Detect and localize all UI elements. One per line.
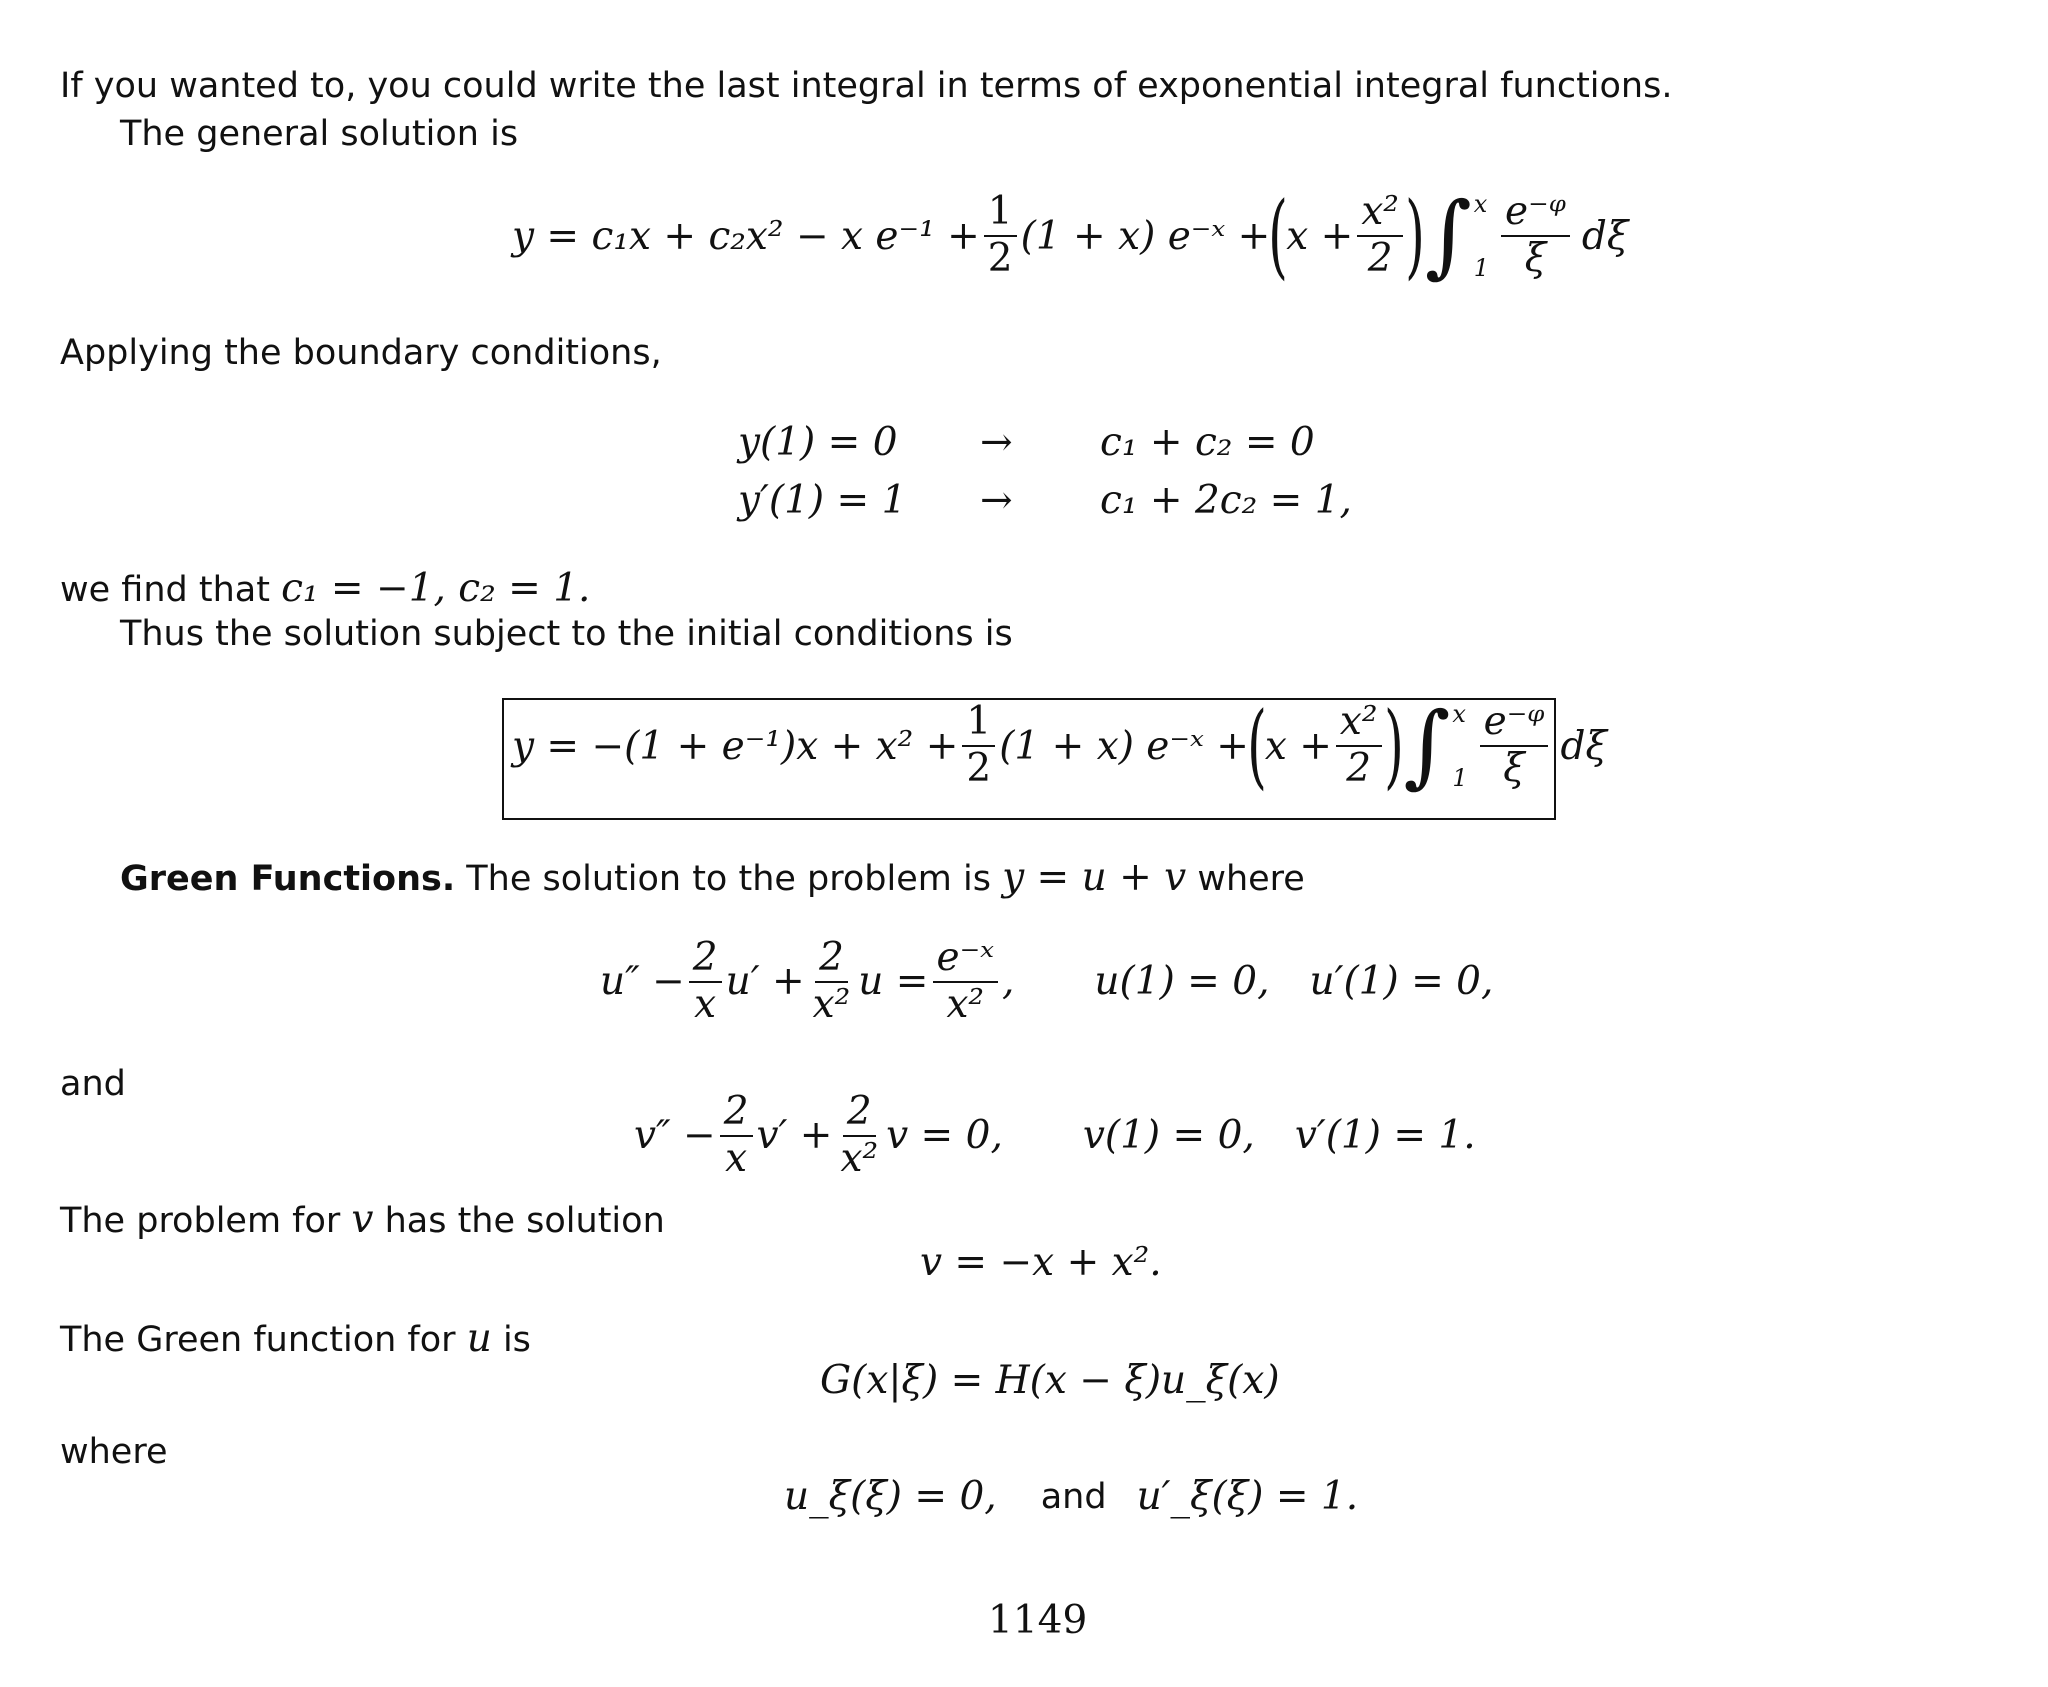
eq-v-part-c: v = 0, bbox=[886, 1113, 1003, 1159]
right-paren: ) bbox=[1405, 182, 1425, 289]
paragraph-boundary: Applying the boundary conditions, bbox=[60, 333, 662, 373]
fraction-one-half bbox=[984, 189, 1017, 281]
frac-num: 2 bbox=[815, 938, 848, 983]
eq-u-condition-1: u(1) = 0, bbox=[1094, 959, 1270, 1005]
integral-sign: ∫ bbox=[1424, 183, 1472, 288]
paragraph-green-u bbox=[60, 1316, 531, 1361]
u-xi-condition-2: u′_ξ(ξ) = 1. bbox=[1136, 1474, 1359, 1519]
v-solution-text-end: has the solution bbox=[373, 1201, 665, 1241]
fraction-2-over-x bbox=[720, 1089, 753, 1181]
integral-upper: x bbox=[1452, 700, 1466, 728]
constants-text: we find that bbox=[60, 570, 282, 610]
paragraph-general-solution: The general solution is bbox=[120, 114, 519, 154]
eq-u-condition-2: u′(1) = 0, bbox=[1309, 959, 1494, 1005]
fraction-one-half bbox=[962, 699, 995, 791]
paragraph-green-functions bbox=[120, 855, 1305, 900]
page-number: 1149 bbox=[988, 1598, 1088, 1643]
frac-den: ξ bbox=[1524, 236, 1547, 281]
v-variable: v bbox=[351, 1197, 374, 1242]
frac-den: x bbox=[694, 981, 717, 1027]
left-paren: ( bbox=[1268, 182, 1289, 289]
frac-den: ξ bbox=[1503, 746, 1525, 791]
eq-v-condition-2: v′(1) = 1. bbox=[1294, 1113, 1476, 1159]
equation-u-xi-conditions bbox=[784, 1474, 1358, 1519]
fraction-exp-over-x2 bbox=[933, 935, 999, 1027]
constants-values: c₁ = −1, c₂ = 1. bbox=[281, 566, 591, 611]
equation-v-problem bbox=[634, 1089, 1476, 1181]
eq-general-lead: y = c₁x + c₂x² − x e⁻¹ + bbox=[512, 213, 980, 259]
label-and: and bbox=[60, 1064, 126, 1104]
fraction-integrand bbox=[1480, 699, 1549, 791]
frac-num: e⁻ˣ bbox=[933, 938, 999, 983]
frac-den: 2 bbox=[1346, 746, 1372, 791]
differential: dξ bbox=[1560, 723, 1607, 769]
eq-v-part-b: v′ + bbox=[756, 1113, 833, 1159]
integral-sign: ∫ bbox=[1403, 693, 1451, 798]
fraction-2-over-x bbox=[689, 935, 722, 1027]
eq-v-condition-1: v(1) = 0, bbox=[1082, 1113, 1255, 1159]
integral-lower: 1 bbox=[1452, 764, 1468, 792]
equation-green-function: G(x|ξ) = H(x − ξ)u_ξ(x) bbox=[820, 1358, 1280, 1403]
v-solution-text: The problem for bbox=[60, 1201, 352, 1241]
bc-right-2: c₁ + 2c₂ = 1, bbox=[1100, 478, 1352, 523]
eq-boxed-mid: (1 + x) e⁻ˣ + bbox=[999, 723, 1249, 769]
bc-arrow-2: → bbox=[980, 478, 1013, 523]
bc-right-1: c₁ + c₂ = 0 bbox=[1100, 420, 1315, 465]
frac-den: x² bbox=[812, 981, 851, 1027]
paragraph-v-solution bbox=[60, 1197, 665, 1242]
eq-general-mid: (1 + x) e⁻ˣ + bbox=[1020, 213, 1271, 259]
frac-num: x² bbox=[1336, 702, 1382, 747]
green-equation-inline: y = u + v bbox=[1002, 855, 1187, 900]
frac-den: x² bbox=[840, 1135, 879, 1181]
green-u-text-end: is bbox=[491, 1320, 531, 1360]
eq-boxed-lead: y = −(1 + e⁻¹)x + x² + bbox=[512, 723, 959, 769]
eq-u-part-a: u″ − bbox=[600, 959, 685, 1005]
paragraph-intro: If you wanted to, you could write the last integral in terms of exponential integral functions. bbox=[60, 66, 1673, 106]
u-xi-condition-1: u_ξ(ξ) = 0, bbox=[784, 1474, 997, 1519]
bc-arrow-1: → bbox=[980, 420, 1013, 465]
bc-left-2: y′(1) = 1 bbox=[738, 478, 907, 523]
differential: dξ bbox=[1581, 213, 1629, 259]
paragraph-thus: Thus the solution subject to the initial conditions is bbox=[120, 614, 1013, 654]
left-paren: ( bbox=[1246, 692, 1267, 799]
frac-num: x² bbox=[1357, 192, 1403, 237]
equation-v-solution: v = −x + x². bbox=[920, 1240, 1162, 1285]
eq-v-part-a: v″ − bbox=[634, 1113, 716, 1159]
eq-u-part-b: u′ + bbox=[725, 959, 805, 1005]
frac-num: 1 bbox=[984, 192, 1017, 237]
fraction-integrand bbox=[1501, 189, 1570, 281]
equation-boxed-solution bbox=[512, 692, 1607, 799]
frac-den: 2 bbox=[1367, 236, 1393, 281]
integral-limits bbox=[1452, 700, 1467, 792]
frac-den: x² bbox=[946, 981, 985, 1027]
u-variable: u bbox=[466, 1316, 492, 1361]
frac-den: 2 bbox=[987, 236, 1013, 281]
frac-num: 2 bbox=[689, 938, 722, 983]
eq-u-part-c: u = bbox=[858, 959, 929, 1005]
eq-general-paren-inner: x + bbox=[1286, 213, 1354, 259]
u-xi-and: and bbox=[1040, 1476, 1107, 1517]
fraction-x2-over-2 bbox=[1336, 699, 1382, 791]
green-text-end: where bbox=[1186, 859, 1305, 899]
eq-u-comma: , bbox=[1002, 959, 1015, 1005]
equation-general-solution bbox=[512, 182, 1629, 289]
frac-num: e⁻ᵠ bbox=[1501, 192, 1570, 237]
bc-left-1: y(1) = 0 bbox=[738, 420, 898, 465]
fraction-2-over-x2 bbox=[809, 935, 855, 1027]
paragraph-constants bbox=[60, 566, 590, 611]
label-where: where bbox=[60, 1432, 168, 1472]
fraction-2-over-x2 bbox=[836, 1089, 882, 1181]
frac-num: 2 bbox=[720, 1092, 753, 1137]
frac-num: 1 bbox=[962, 702, 995, 747]
right-paren: ) bbox=[1383, 692, 1404, 799]
frac-num: 2 bbox=[843, 1092, 876, 1137]
section-heading-green: Green Functions. bbox=[120, 859, 456, 899]
fraction-x2-over-2 bbox=[1357, 189, 1403, 281]
equation-u-problem bbox=[600, 935, 1494, 1027]
eq-boxed-paren-inner: x + bbox=[1264, 723, 1332, 769]
integral-limits bbox=[1474, 190, 1489, 282]
integral-lower: 1 bbox=[1473, 254, 1490, 282]
frac-den: x bbox=[725, 1135, 748, 1181]
integral-upper: x bbox=[1473, 190, 1488, 218]
frac-den: 2 bbox=[966, 746, 992, 791]
green-u-text: The Green function for bbox=[60, 1320, 467, 1360]
frac-num: e⁻ᵠ bbox=[1480, 702, 1549, 747]
green-text: The solution to the problem is bbox=[455, 859, 1003, 899]
